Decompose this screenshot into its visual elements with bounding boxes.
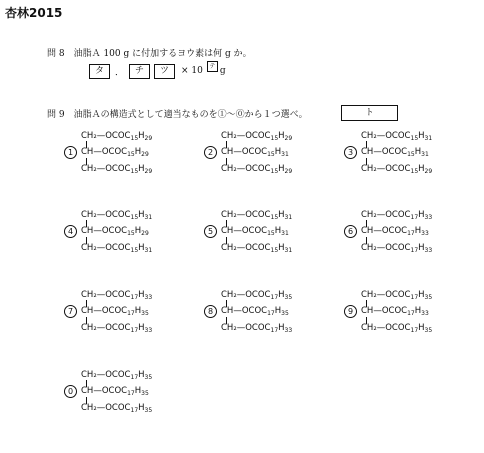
decimal-point: ．	[115, 67, 125, 78]
option-6[interactable]	[344, 210, 474, 260]
structural-formula: $CH_2—OCOC_{15}H_{31}$ $CH—OCOC_{15}H_{31}$ $CH_2—OCOC_{15}H_{31}$	[221, 210, 293, 254]
option-7[interactable]	[64, 290, 194, 340]
answer-box-chi[interactable]: チ	[129, 64, 150, 79]
option-4[interactable]	[64, 210, 194, 260]
option-0[interactable]	[64, 370, 194, 420]
answer-box-to[interactable]: ト	[341, 105, 398, 121]
structural-formula: $CH_2—OCOC_{17}H_{33}$ $CH—OCOC_{17}H_{35}$ $CH_2—OCOC_{17}H_{33}$	[81, 290, 153, 334]
option-number: 2	[204, 146, 217, 159]
question-8-answer-format	[89, 63, 226, 79]
times-ten: × 10	[181, 66, 203, 76]
option-number: 6	[344, 225, 357, 238]
option-5[interactable]	[204, 210, 334, 260]
option-2[interactable]	[204, 131, 334, 181]
answer-box-te[interactable]: テ	[207, 61, 218, 72]
answer-box-ta[interactable]: タ	[89, 64, 110, 79]
option-number: 0	[64, 385, 77, 398]
option-number: 5	[204, 225, 217, 238]
unit-label: g	[219, 66, 226, 76]
option-number: 1	[64, 146, 77, 159]
option-number: 9	[344, 305, 357, 318]
structural-formula: $CH_2—OCOC_{15}H_{29}$ $CH—OCOC_{15}H_{31}$ $CH_2—OCOC_{15}H_{29}$	[221, 131, 293, 175]
option-8[interactable]	[204, 290, 334, 340]
option-1[interactable]	[64, 131, 194, 181]
question-9-text: 問 9 油脂Ａの構造式として適当なものを①～⓪から１つ選べ。	[47, 110, 308, 120]
option-number: 3	[344, 146, 357, 159]
option-number: 4	[64, 225, 77, 238]
option-9[interactable]	[344, 290, 474, 340]
option-number: 8	[204, 305, 217, 318]
structural-formula: $CH_2—OCOC_{17}H_{35}$ $CH—OCOC_{17}H_{35}$ $CH_2—OCOC_{17}H_{33}$	[221, 290, 293, 334]
structural-formula: $CH_2—OCOC_{15}H_{31}$ $CH—OCOC_{15}H_{29}$ $CH_2—OCOC_{15}H_{31}$	[81, 210, 153, 254]
structural-formula: $CH_2—OCOC_{15}H_{29}$ $CH—OCOC_{15}H_{29}$ $CH_2—OCOC_{15}H_{29}$	[81, 131, 153, 175]
question-8-text: 問 8 油脂Ａ 100 g に付加するヨウ素は何 g か。	[47, 49, 252, 59]
answer-box-tsu[interactable]: ツ	[154, 64, 175, 79]
document-header: 杏林2015	[5, 6, 63, 20]
structural-formula: $CH_2—OCOC_{17}H_{35}$ $CH—OCOC_{17}H_{35}$ $CH_2—OCOC_{17}H_{35}$	[81, 370, 153, 414]
structural-formula: $CH_2—OCOC_{17}H_{35}$ $CH—OCOC_{17}H_{33}$ $CH_2—OCOC_{17}H_{35}$	[361, 290, 433, 334]
option-3[interactable]	[344, 131, 474, 181]
option-number: 7	[64, 305, 77, 318]
structural-formula: $CH_2—OCOC_{15}H_{31}$ $CH—OCOC_{15}H_{31}$ $CH_2—OCOC_{15}H_{29}$	[361, 131, 433, 175]
structural-formula: $CH_2—OCOC_{17}H_{33}$ $CH—OCOC_{17}H_{33}$ $CH_2—OCOC_{17}H_{33}$	[361, 210, 433, 254]
